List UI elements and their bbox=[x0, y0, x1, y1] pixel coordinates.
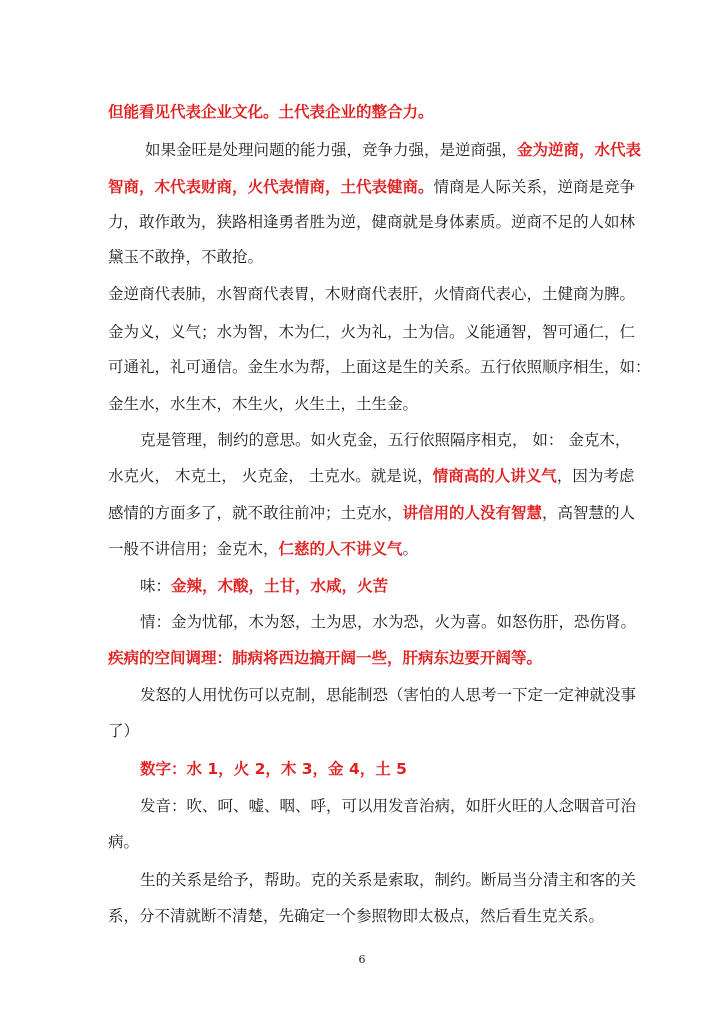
text-line bbox=[108, 466, 634, 486]
emphasis-text: 数字：水 1，火 2，木 3，金 4，土 5 bbox=[140, 760, 407, 778]
text-line bbox=[140, 576, 388, 596]
emphasis-text: 讲信用的人没有智慧 bbox=[402, 504, 543, 522]
text-line bbox=[108, 322, 635, 342]
text-line bbox=[108, 212, 635, 232]
emphasis-text: 情商高的人讲义气 bbox=[432, 467, 557, 485]
text-line bbox=[140, 430, 630, 450]
body-text: ，高智慧的人 bbox=[542, 504, 636, 522]
text-line bbox=[140, 870, 636, 890]
body-text: ，因为考虑 bbox=[556, 467, 635, 485]
emphasis-text: 但能看见代表企业文化。土代表企业的整合力。 bbox=[108, 103, 434, 121]
emphasis-text: 疾病的空间调理：肺病将西边搞开阔一些，肝病东边要开阔等。 bbox=[108, 649, 543, 667]
text-line bbox=[140, 612, 636, 632]
body-text: 情：金为忧郁，木为怒，土为思，水为恐，火为喜。如怒伤肝，恐伤肾。 bbox=[140, 613, 637, 631]
body-text: 如果金旺是处理问题的能力强，竞争力强，是逆商强， bbox=[145, 141, 518, 159]
body-text: 发怒的人用忧伤可以克制，思能制恐（害怕的人思考一下定一定神就没事 bbox=[140, 686, 637, 704]
text-line bbox=[108, 539, 418, 559]
text-line bbox=[108, 394, 418, 414]
body-text: 克是管理，制约的意思。如火克金，五行依照隔序相克， 如： 金克木， bbox=[140, 431, 631, 449]
emphasis-text: 仁慈的人不讲义气 bbox=[278, 540, 403, 558]
text-line bbox=[108, 721, 139, 741]
body-text: 了） bbox=[108, 722, 140, 740]
text-line bbox=[108, 503, 635, 523]
body-text: 病。 bbox=[108, 833, 140, 851]
emphasis-text: 金为逆商，水代表 bbox=[517, 141, 642, 159]
page-number: 6 bbox=[358, 953, 366, 966]
body-text: 金为义，义气；水为智，木为仁，火为礼，土为信。义能通智，智可通仁，仁 bbox=[108, 323, 636, 341]
text-line bbox=[108, 832, 139, 852]
text-line bbox=[140, 759, 407, 779]
body-text: 。 bbox=[402, 540, 419, 558]
text-line bbox=[108, 247, 263, 267]
text-line bbox=[108, 177, 635, 197]
body-text: 情商是人际关系，逆商是竞争 bbox=[433, 178, 636, 196]
text-line bbox=[145, 140, 641, 160]
body-text: 可通礼，礼可通信。金生水为帮，上面这是生的关系。五行依照顺序相生，如： bbox=[108, 358, 651, 376]
text-line bbox=[108, 357, 651, 377]
emphasis-text: 金辣，木酸，土甘，水咸，火苦 bbox=[171, 577, 389, 595]
body-text: 力，敢作敢为，狭路相逢勇者胜为逆，健商就是身体素质。逆商不足的人如林 bbox=[108, 213, 636, 231]
body-text: 一般不讲信用；金克木， bbox=[108, 540, 279, 558]
text-line bbox=[140, 796, 636, 816]
body-text: 味： bbox=[140, 577, 172, 595]
text-line bbox=[108, 906, 604, 926]
body-text: 黛玉不敢挣，不敢抢。 bbox=[108, 248, 264, 266]
body-text: 水克火， 木克土， 火克金， 土克水。就是说， bbox=[108, 467, 433, 485]
body-text: 金生水，水生木，木生火，火生土，土生金。 bbox=[108, 395, 419, 413]
body-text: 发音：吹、呵、嘘、咽、呼，可以用发音治病，如肝火旺的人念咽音可治 bbox=[140, 797, 637, 815]
body-text: 感情的方面多了，就不敢往前冲；土克水， bbox=[108, 504, 403, 522]
body-text: 生的关系是给予，帮助。克的关系是索取，制约。断局当分清主和客的关 bbox=[140, 871, 637, 889]
text-line bbox=[108, 284, 635, 304]
body-text: 金逆商代表肺，水智商代表胃，木财商代表肝，火情商代表心，土健商为脾。 bbox=[108, 285, 636, 303]
text-line bbox=[140, 685, 636, 705]
text-line bbox=[108, 648, 542, 668]
text-line bbox=[108, 102, 434, 122]
emphasis-text: 智商，木代表财商，火代表情商，土代表健商。 bbox=[108, 178, 434, 196]
body-text: 系，分不清就断不清楚，先确定一个参照物即太极点，然后看生克关系。 bbox=[108, 907, 605, 925]
